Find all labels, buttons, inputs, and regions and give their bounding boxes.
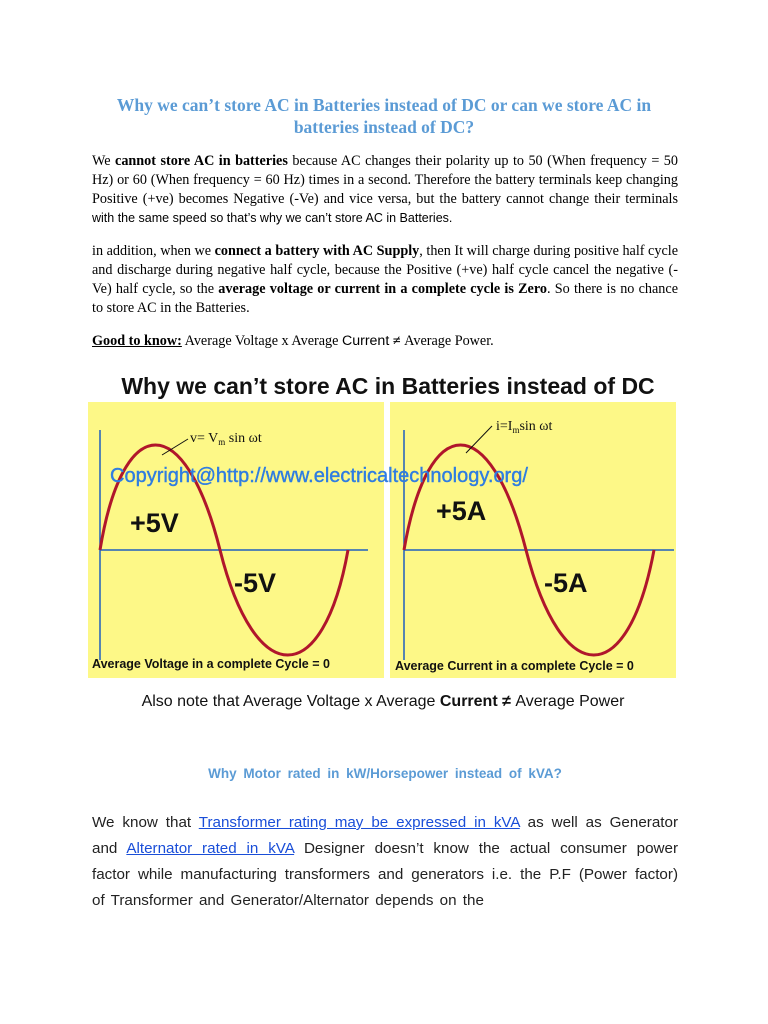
- copyright-watermark: Copyright@http://www.electricaltechnology.org/: [110, 465, 528, 487]
- p2-text-3: . So there is no chance to store AC in the Batteries.: [92, 281, 678, 316]
- paragraph-ac-polarity: [92, 152, 678, 228]
- current-caption: Average Current in a complete Cycle = 0: [395, 659, 634, 673]
- figure-bottom-neq: ≠: [497, 693, 516, 710]
- paragraph-motor-rating: [92, 810, 678, 914]
- negative-voltage-label: -5V: [234, 568, 277, 598]
- p4-text-2: as well as Generator and: [92, 814, 679, 857]
- positive-voltage-label: +5V: [130, 508, 179, 538]
- p1-bold-1: cannot store AC in batteries: [115, 153, 288, 169]
- voltage-caption: Average Voltage in a complete Cycle = 0: [92, 657, 330, 671]
- positive-current-label: +5A: [436, 496, 487, 526]
- p1-text-2: because AC changes their polarity up to 50 (When frequency = 50 Hz) or 60 (When frequency = 60 Hz) times in a second. Therefore the battery terminals keep changing Positive (+ve) becomes Negative (-Ve) and vice versa, but the battery cannot change their terminals: [92, 153, 678, 207]
- current-panel: [390, 402, 676, 678]
- figure-bottom-note: [142, 693, 626, 710]
- not-equal-sign: ≠: [389, 333, 405, 349]
- p1-text-3: with the same speed so that’s why we can’t store AC in Batteries.: [92, 211, 453, 225]
- good-to-know-current: Current: [341, 333, 390, 349]
- p2-text-2: , then It will charge during positive half cycle and discharge during negative half cycle, because the Positive (+ve) half cycle cancel the negative (-Ve) half cycle, so the: [92, 243, 678, 297]
- p2-text-1: in addition, when we: [92, 243, 215, 259]
- good-to-know-line: [92, 332, 678, 351]
- voltage-formula: $v= V_m$ sin ωt: [190, 431, 262, 447]
- paragraph-ac-supply: [92, 242, 678, 318]
- p4-text-1: We know that: [92, 814, 199, 831]
- article-title: Why we can’t store AC in Batteries instead of DC or can we store AC in batteries instead of DC?: [116, 95, 652, 137]
- p2-bold-1: connect a battery with AC Supply: [214, 243, 420, 259]
- good-to-know-text-1: Average Voltage x Average: [181, 333, 342, 349]
- transformer-rating-link[interactable]: Transformer rating may be expressed in kVA: [198, 814, 520, 831]
- figure-svg: [88, 360, 688, 720]
- p2-bold-2: average voltage or current in a complete cycle is Zero: [218, 281, 547, 297]
- good-to-know-label: Good to know:: [92, 333, 182, 349]
- ac-battery-figure: [88, 360, 688, 720]
- negative-current-label: -5A: [544, 568, 588, 598]
- figure-bottom-pre: Also note that Average Voltage x Average: [141, 693, 440, 710]
- figure-heading: Why we can’t store AC in Batteries instead of DC: [121, 373, 655, 399]
- figure-bottom-current: Current: [439, 693, 498, 710]
- alternator-rating-link[interactable]: Alternator rated in kVA: [126, 840, 295, 857]
- good-to-know-text-2: Average Power.: [404, 333, 494, 349]
- p4-text-3: Designer doesn’t know the actual consumer power factor while manufacturing transformers and generators i.e. the P.F (Power factor) of Transformer and Generator/Alternator depends on the: [92, 840, 678, 909]
- current-formula: $i=I_m\sin$ ωt: [496, 419, 553, 435]
- figure-bottom-post: Average Power: [515, 693, 625, 710]
- p1-text-1: We: [92, 153, 116, 169]
- section-subheading: Why Motor rated in kW/Horsepower instead of kVA?: [208, 766, 562, 781]
